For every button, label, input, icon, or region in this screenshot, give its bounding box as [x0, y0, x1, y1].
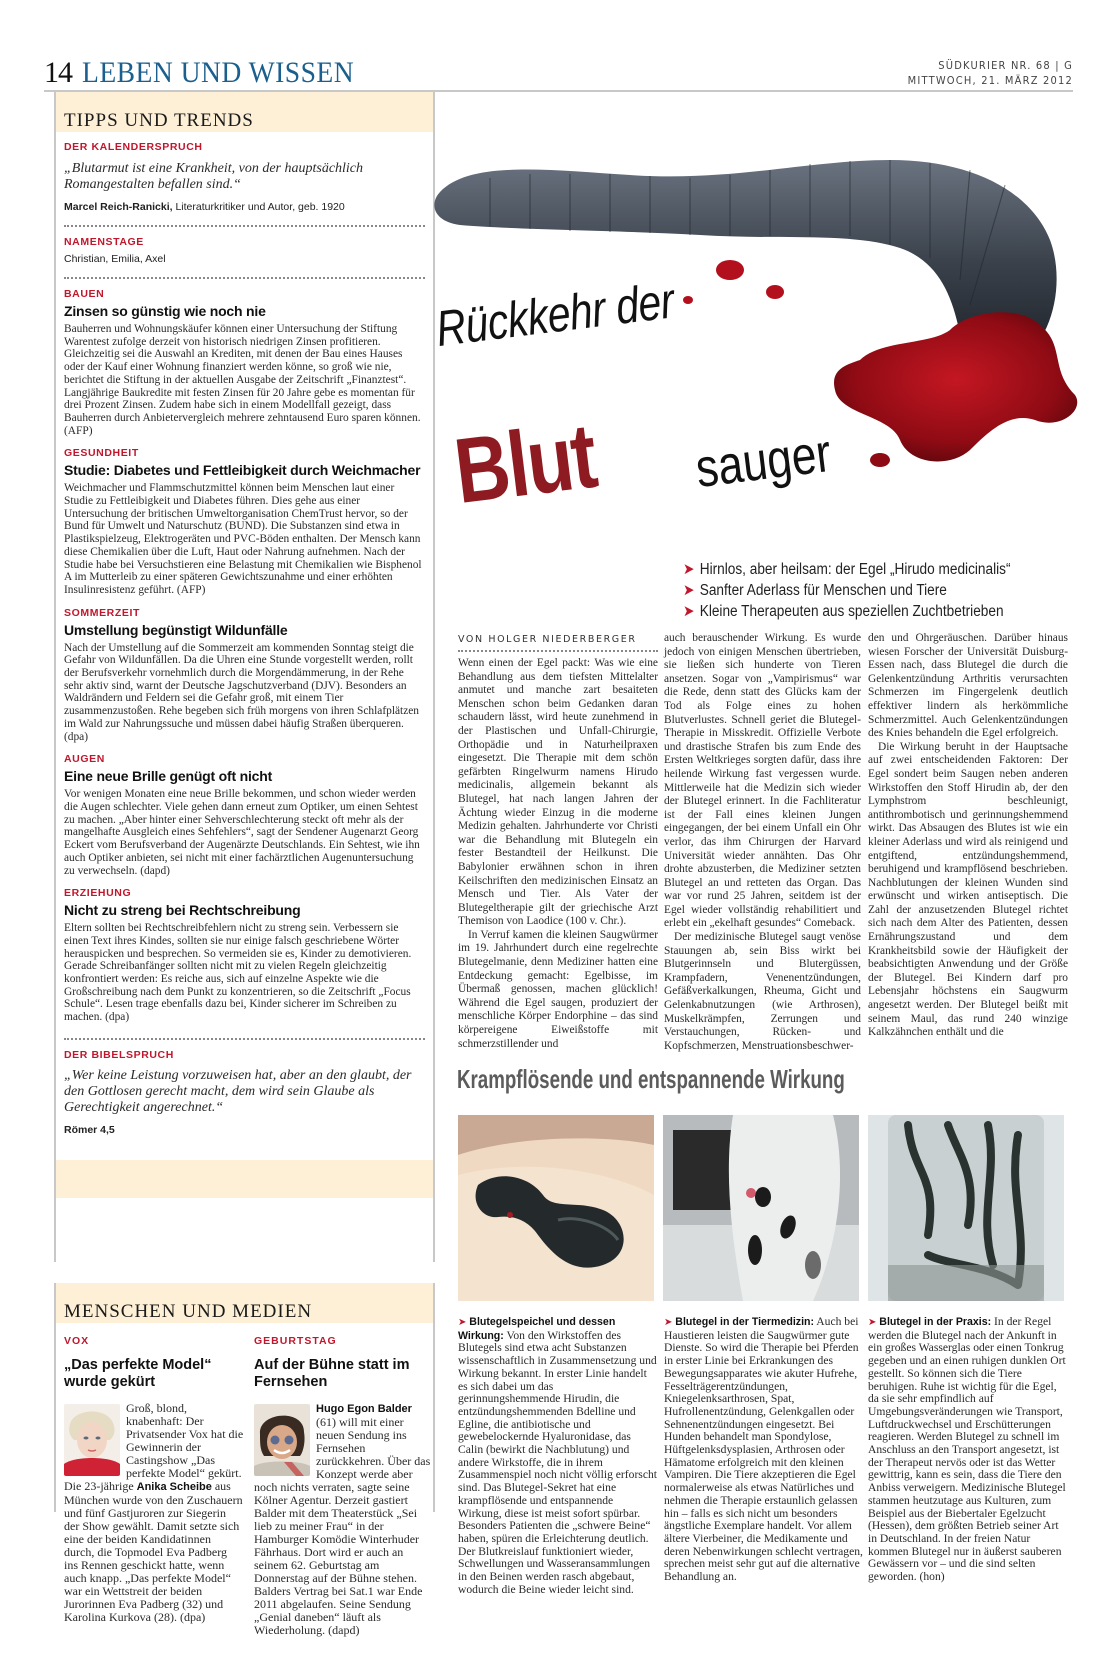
people-media-header: [56, 1283, 433, 1323]
item-text: Vor wenigen Monaten eine neue Brille bekommen, und schon wieder werden die Augen schlechter. Viele gehen dann erneut zum Optiker, um einen Sehtest zu machen. „Aber hinter einer Sehverschlechterung steckt oft mehr als der mangelhafte Ausgleich eines Sehfehlers“, sagt der Sendener Augenarzt Georg Eckert vom Berufsverband der Augenärzte Deutschlands. Ein Sehtest, wie ihn auch Optiker anbieten, sei nicht mit einer fachärztlichen Augenuntersuchung zu verwechseln. (dapd): [64, 788, 420, 877]
tips-item: [64, 753, 425, 877]
quote-author-info: Literaturkritiker und Autor, geb. 1920: [172, 201, 345, 213]
item-body: (61) will mit einer neuen Sendung ins Fernsehen zurückkehren. Über das Konzept werde aber noch nichts verraten, sagte seine Kölner Agentur. Derzeit gastiert Balder mit dem Theaterstück „Sei lieb zu meiner Frau“ in der Hamburger Komödie Winterhuder Fährhaus. Dort wird er auch an seinem 62. Geburtstag am Donnerstag auf der Bühne stehen. Balders Vertrag bei Sat.1 war Ende 2011 abgelaufen. Seine Sendung „Genial daneben“ läuft als Wiederholung. (dapd): [254, 1415, 431, 1637]
tips-box-header: [56, 92, 433, 132]
headline-sauger: sauger: [692, 422, 835, 500]
item-text: Bauherren und Wohnungskäufer können einer Untersuchung der Stiftung Warentest zufolge derzeit von historisch niedrigen Zinsen profitieren. Gleichzeitig sei die Auswahl an Krediten, mit denen der Bau eines Hauses oder der Kauf einer Wohnung finanziert werden könne, so groß wie nie, berichtet die Stiftung in der aktuellen Ausgabe der Zeitschrift „Finanztest“. Langjährige Baukredite mit festen Zinsen für 20 Jahre gebe es momentan für drei Prozent Zinsen. Zudem habe sich in einem Modellfall gezeigt, dass Bauherren durch Anbietervergleich mehrere zehntausend Euro sparen können. (AFP): [64, 323, 421, 437]
tips-item: [64, 607, 425, 744]
section-title: LEBEN UND WISSEN: [82, 56, 355, 89]
arrow-icon: ➤: [664, 1317, 673, 1328]
person-name: Anika Scheibe: [136, 1481, 212, 1493]
article-column-2: [664, 632, 861, 1053]
caption-practice: [868, 1316, 1068, 1584]
item-headline: Nicht zu streng bei Rechtschreibung: [64, 902, 301, 919]
caption-text: In der Regel werden die Blutegel nach der Ankunft in ein großes Wasserglas oder einen Tonkrug gegeben und an einen ruhigen dunklen Ort gestellt. So können sich die Tiere beruhigen. Ruhe ist wichtig für die Egel, da sie sehr empfindlich auf Umgebungsveränderungen wie Transport, Luftdruckwechsel und Erschütterungen reagieren. Werden Blutegel zu schnell im Anschluss an den Transport angesetzt, ist der Therapeut nervös oder ist das Wetter gewittrig, kann es sein, dass die Tiere den Anbiss verweigern. Medizinische Blutegel stammen heutzutage aus Kulturen, zum Beispiel aus der Biebertaler Egelzucht (Hessen), dem größten Betrieb seiner Art in Deutschland. In der freien Natur kommen Blutegel nur in äußerst sauberen Gewässern vor – und die sind selten geworden. (hon): [868, 1315, 1066, 1584]
item-headline: Auf der Bühne statt im Fernsehen: [254, 1357, 410, 1390]
photo-section-title: Krampflösende und entspannende Wirkung: [457, 1064, 845, 1094]
caption-veterinary: [664, 1316, 864, 1584]
people-media-box: [54, 1283, 435, 1637]
item-text: Weichmacher und Flammschutzmittel können beim Menschen laut einer Studie zu Fettleibigkeit und Diabetes führen. Dies gehe aus einer Untersuchung der britischen Umweltorganisation ChemTrust hervor, so der Bund für Umwelt und Naturschutz (BUND). Die Substanzen sind etwa in Plastikspielzeug, Elektrogeräten und PVC-Böden enthalten. Der Mensch kann diese Chemikalien über die Luft, Haut oder Nahrung aufnehmen. Nach der Studie habe bei Versuchstieren eine Belastung mit Chemikalien wie Bisphenol A im Mutterleib zu einer späteren Gewichtszunahme und einer erhöhten Insulinresistenz geführt. (AFP): [64, 482, 422, 596]
item-headline: „Das perfekte Model“ wurde gekürt: [64, 1357, 212, 1390]
photo-leeches-in-jar: [868, 1115, 1064, 1301]
divider: [458, 650, 658, 652]
item-body: aus München wurde von den Zuschauern und fünf Gastjuroren zur Siegerin der Show gewählt. Damit setzte sich eine der beiden Kandidatinnen durch, die Topmodel Eva Padberg ins Rennen geschickt hatte, wenn auch knapp. „Das perfekte Model“ war ein Wettstreit der beiden Jurorinnen Eva Padberg (32) und Karolina Kurkova (28). (dpa): [64, 1479, 243, 1624]
bullet-item: [683, 580, 1011, 601]
paragraph: Wenn einen der Egel packt: Was wie eine Behandlung aus dem tiefsten Mittelalter anmutet und manche zart besaiteten Menschen schon beim Gedanken daran schaudern lässt, wird heute zunehmend in der Plastischen und Unfall-Chirurgie, Orthopädie und in Naturheilpraxen eingesetzt. Die Therapie mit dem schön gefärbten Ringelwurm namens Hirudo medicinalis, allgemein bekannt als Blutegel, hat nach langen Jahren der Ächtung wieder Einzug in die moderne Medizin gehalten. Jahrhunderte vor Christi war die Behandlung mit Blutegeln ein fester Bestandteil der Heilkunst. Die Babylonier erwähnen schon in ihren Keilschriften den medizinischen Einsatz an Mensch und Tier. Als Vater der Blutegeltherapie gilt der griechische Arzt Themison von Laodice (100 v. Chr.).: [458, 657, 658, 928]
caption-lead: Blutegel in der Tiermedizin:: [675, 1316, 815, 1328]
item-kicker: VOX: [64, 1335, 90, 1347]
headline-blut: Blut: [449, 404, 601, 524]
feature-bullets: [683, 559, 1011, 622]
calendar-quote-source: [64, 201, 425, 213]
item-headline: Umstellung begünstigt Wildunfälle: [64, 621, 288, 638]
arrow-icon: ➤: [458, 1317, 467, 1328]
blood-splash: [820, 300, 1080, 470]
paragraph: Die Wirkung beruht in der Hauptsache auf zwei entscheidenden Faktoren: Der Egel sondert beim Saugen neben anderen Wirkstoffen den Stoff Hirudin ab, der den Lymphstrom beschleunigt, antithrombotisch und gerinnungshemmend wirkt. Das Absaugen des Blutes ist wie ein kleiner Aderlass und wird als reinigend und entgiftend, entzündungshemmend, beruhigend und krampflösend beschrieben. Nachblutungen der kleinen Wunden sind erwünscht und wirken antiseptisch. Die Zahl der anzusetzenden Blutegel richtet sich nach dem Alter des Patienten, dessen Ernährungszustand und dem Krankheitsbild sowie der Häufigkeit der beabsichtigten Anwendung und der Größe der Blutegel. Bei Kindern darf pro Lebensjahr höchstens ein Saugwurm angesetzt werden. Der Blutegel beißt mit seinem Maul, das rund 240 winzige Kalkzähnchen enthält und die: [868, 740, 1068, 1039]
arrow-icon: ➤: [683, 561, 695, 578]
issue-date: MITTWOCH, 21. MÄRZ 2012: [907, 74, 1073, 87]
bible-quote-kicker: DER BIBELSPRUCH: [64, 1048, 174, 1061]
article-column-3: [868, 632, 1068, 1040]
item-kicker: AUGEN: [64, 753, 105, 766]
headline-line1: Rückkehr der: [433, 272, 677, 358]
photo-leeches-on-horse-leg: [663, 1115, 859, 1301]
caption-text: Von den Wirkstoffen des Blutegels sind etwa acht Substanzen wissenschaftlich in Zusammensetzung und Wirkung bekannt. In erster Linie handelt es sich dabei um das gerinnungshemmende Hirudin, die entzündungshemmenden Bdelline und Egline, die antibiotische und gewebelockernde Hyaluronidase, das Calin (bewirkt die Nachblutung) und andere Wirkstoffe, die in ihrem Zusammenspiel noch nicht völlig erforscht sind. Das Blutegel-Sekret hat eine krampflösende und entspannende Wirkung, diese ist meist sofort spürbar. Besonders Patienten die „schwere Beine“ haben, spüren die Erleichterung deutlich. Der Blutkreislauf funktioniert wieder, Schwellungen und Wasseransammlungen in den Beinen werden rasch abgebaut, wodurch die Beine wieder leicht sind.: [458, 1328, 657, 1596]
item-text: Nach der Umstellung auf die Sommerzeit am kommenden Sonntag steigt die Gefahr von Wildunfällen. Da die Uhren eine Stunde vorgestellt werden, rollt der Berufsverkehr vornehmlich durch die Morgendämmerung, in der Rehe sehr aktiv sind, warnt der Deutsche Jagschutzverband (DJV). Besonders an Waldrändern und Feldern sei die Gefahr groß, mit einem Tier zusammenzustoßen. Rehe begeben sich früh morgens von ihren Schlafplätzen im Wald zur Nahrungssuche und müssen dabei häufig Straßen überqueren. (dpa): [64, 641, 420, 743]
bullet-item: [683, 601, 1011, 622]
item-kicker: ERZIEHUNG: [64, 887, 132, 900]
item-kicker: BAUEN: [64, 288, 105, 300]
item-lead-text: Groß, blond, knabenhaft: Der Privatsender Vox hat die Gewinnerin der Castingshow „Das perfekte Model“ gekürt. Die 23-jährige: [64, 1401, 244, 1493]
caption-lead: Blutegelspeichel und dessen Wirkung:: [458, 1316, 616, 1342]
caption-saliva: [458, 1316, 658, 1596]
name-days-kicker: NAMENSTAGE: [64, 236, 144, 248]
item-text: [64, 1402, 244, 1624]
bible-quote: „Wer keine Leistung vorzuweisen hat, aber an den glaubt, der den Gottlosen gerecht macht, dem wird sein Glaube als Gerechtigkeit angerechnet.“: [64, 1067, 412, 1115]
divider: [64, 1038, 425, 1040]
item-kicker: GESUNDHEIT: [64, 447, 139, 460]
bullet-item: [683, 559, 1011, 580]
tips-item: [64, 288, 425, 437]
item-kicker: SOMMERZEIT: [64, 606, 140, 619]
paragraph: den und Ohrgeräuschen. Darüber hinaus wiesen Forscher der Universität Duisburg-Essen nach, dass Blutegel die durch die Gelenkentzündung Arthritis verursachten Schmerzen im Fingergelenk deutlich effektiver lindern als herkömmliche Schmerzmittel. Auch Gelenkentzündungen des Knies behandeln die Egel erfolgreich.: [868, 632, 1068, 740]
calendar-quote-kicker: DER KALENDERSPRUCH: [64, 141, 203, 153]
paragraph: In Verruf kamen die kleinen Saugwürmer im 19. Jahrhundert durch eine regelrechte Blutegelmanie, denn Mediziner hatten eine Entdeckung gemacht: Egelbisse, im Übermaß genossen, machen glücklich! Während die Egel saugen, produziert der menschliche Körper Endorphine – das sind körpereigene Eiweißstoffe mit schmerzstillender und: [458, 928, 658, 1050]
tips-item: [64, 887, 425, 1024]
item-headline: Studie: Diabetes und Fettleibigkeit durch Weichmacher: [64, 462, 421, 479]
tips-box-title: TIPPS UND TRENDS: [64, 110, 254, 131]
item-text: [254, 1402, 434, 1637]
arrow-icon: ➤: [683, 582, 695, 599]
people-item: [64, 1335, 244, 1624]
arrow-icon: ➤: [868, 1317, 877, 1328]
divider: [64, 277, 425, 279]
paragraph: Der medizinische Blutegel saugt venöse Stauungen ab, sein Biss wirkt bei Blutgerinnseln und Blutergüssen, Krampfadern, Venenentzündungen, Gefäßverkalkungen, Rheuma, Gicht und Gelenkabnutzungen (wie Arthrosen), Muskelkrämpfen, Zerrungen und Verstauchungen, Rücken- und Kopfschmerzen, Menstruationsbeschwer-: [664, 931, 861, 1052]
bullet-text: Sanfter Aderlass für Menschen und Tiere: [699, 582, 947, 599]
item-headline: Zinsen so günstig wie noch nie: [64, 303, 266, 319]
item-text: Eltern sollten bei Rechtschreibfehlern nicht zu streng sein. Verbessern sie einen Text ihres Kindes, sollten sie nur einige falsch geschriebene Wörter herauspicken und besprechen. So vermeiden sie es, Kinder zu demotivieren. Gerade Schreibanfänger sollten nicht mit zu vielen Regeln gleichzeitig konfrontiert werden: Es reiche aus, sich auf einzelne Aspekte wie die Großschreibung nach dem Punkt zu konzentrieren, so die Zeitschrift „Focus Schule“. Lesen trage ebenfalls dazu bei, Kinder sicherer im Schreiben zu machen. (dpa): [64, 922, 412, 1024]
people-item: [254, 1335, 434, 1637]
item-headline: Eine neue Brille genügt oft nicht: [64, 768, 273, 785]
bullet-text: Hirnlos, aber heilsam: der Egel „Hirudo medicinalis“: [699, 561, 1011, 578]
bullet-text: Kleine Therapeuten aus speziellen Zuchtbetrieben: [699, 603, 1004, 620]
paper-issue: SÜDKURIER NR. 68 | G: [938, 59, 1073, 72]
caption-text: Auch bei Haustieren leisten die Saugwürmer gute Dienste. So wird die Therapie bei Pferden in erster Linie bei Erkrankungen des Bewegungsapparates wie akuter Hufrehe, Fesselträgerentzündungen, Kniegelenksarthrosen, Spat, Hufrollenentzündung, Gelenkgallen oder Sehnenentzündungen eingesetzt. Bei Hunden behandelt man Spondylose, Hüftgelenksdysplasien, Arthrosen oder Hämatome erfolgreich mit den kleinen Vampiren. Die Tiere akzeptieren die Egel normalerweise als etwas Natürliches und nehmen die Therapie erstaunlich gelassen hin – falls es sich nicht um besonders ängstliche Exemplare handelt. Vor allem ältere Vierbeiner, die Medikamente und deren Nebenwirkungen schlecht vertragen, sprechen meist sehr gut auf die alternative Behandlung an.: [664, 1315, 863, 1584]
arrow-icon: ➤: [683, 603, 695, 620]
article-column-1: [458, 657, 658, 1051]
bible-quote-source: Römer 4,5: [64, 1123, 115, 1136]
person-name: Hugo Egon Balder: [316, 1403, 412, 1415]
portrait-anika-scheibe: [64, 1404, 120, 1476]
page-number: 14: [44, 56, 72, 89]
item-kicker: GEBURTSTAG: [254, 1335, 337, 1347]
issue-info: [908, 58, 1073, 88]
photo-leech-on-skin: [458, 1115, 654, 1301]
caption-lead: Blutegel in der Praxis:: [879, 1316, 992, 1328]
tips-box-footer: [56, 1160, 433, 1198]
byline: VON HOLGER NIEDERBERGER: [458, 634, 637, 645]
divider: [64, 225, 425, 227]
paragraph: auch berauschender Wirkung. Es wurde jedoch von einigen Menschen übertrieben, sie ließen sich hunderte von Tieren ansetzen. Sogar von „Vampirismus“ war die Rede, denn statt des Glücks kam der Tod als Folge eines zu hohen Blutverlustes. Schnell geriet die Blutegel-Therapie in Misskredit. Offizielle Verbote und drastische Strafen bis zum Ende des Ersten Weltkrieges sorgten dafür, dass ihre heilende Wirkung fast vergessen wurde. Mittlerweile hat die Medizin sich wieder der Blutegel erinnert. In die Fachliteratur ist der Fall eines kleinen Jungen eingegangen, der bei einem Unfall ein Ohr verlor, das ihm Chirurgen der Harvard Universität wieder annähten. Das Ohr drohte abzusterben, die Mediziner setzten Blutegel an und retteten das Organ. Das war vor rund 25 Jahren, seitdem ist der Egel wieder vollständig rehabilitiert und erlebt ein „ekelhaft gesundes“ Comeback.: [664, 632, 861, 930]
tips-item: [64, 447, 425, 596]
quote-author: Marcel Reich-Ranicki,: [64, 201, 173, 213]
people-media-title: MENSCHEN UND MEDIEN: [64, 1301, 313, 1322]
name-days: Christian, Emilia, Axel: [64, 253, 166, 265]
portrait-hugo-egon-balder: [254, 1404, 310, 1476]
calendar-quote: „Blutarmut ist eine Krankheit, von der hauptsächlich Romangestalten befallen sind.“: [64, 161, 364, 192]
tips-box: [54, 92, 435, 1262]
